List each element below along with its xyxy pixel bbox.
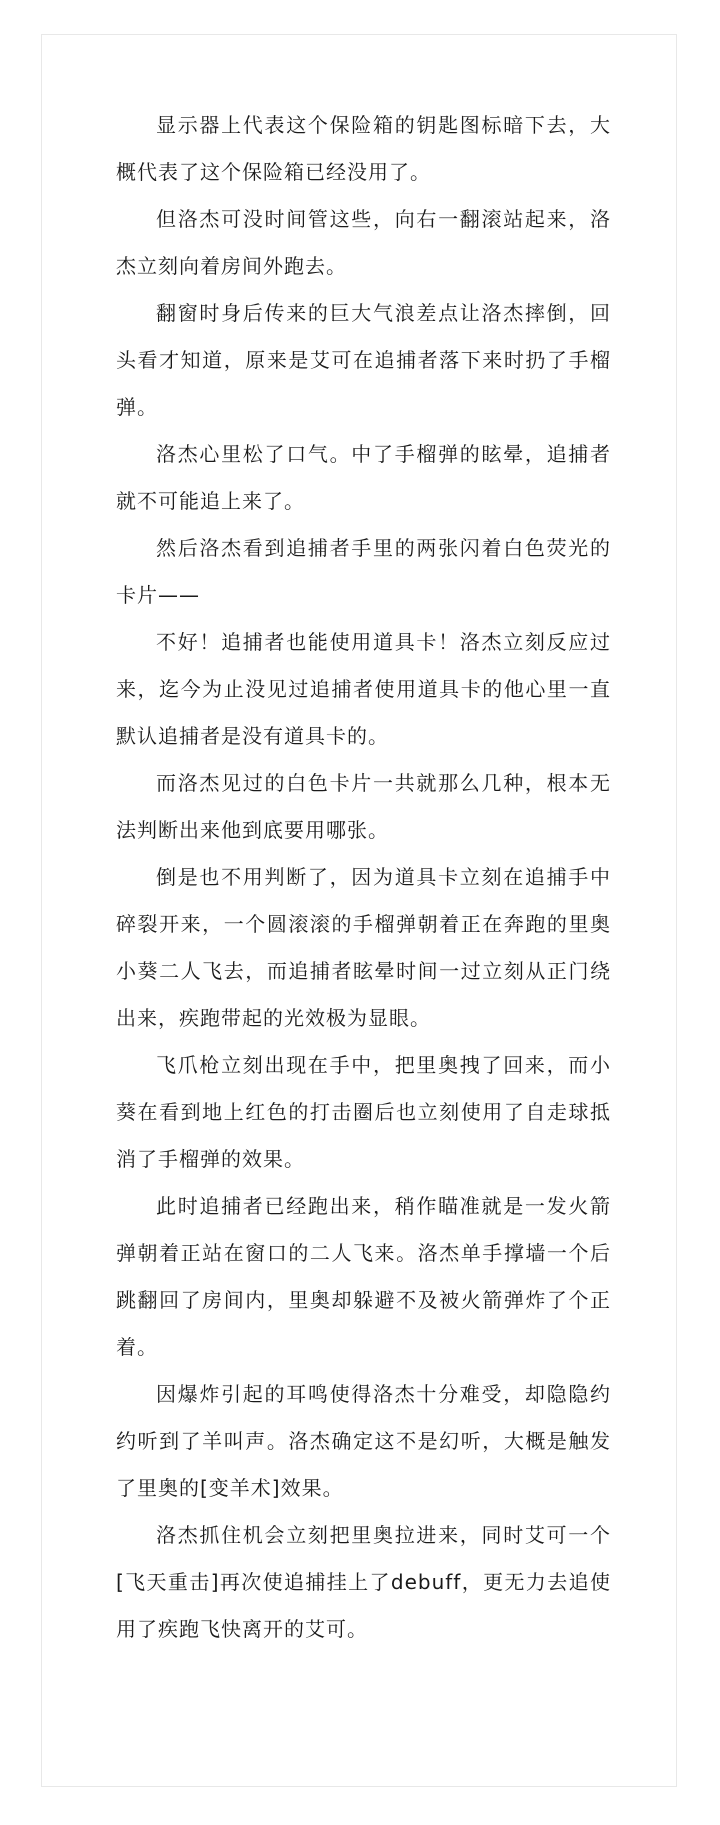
- paragraph: 因爆炸引起的耳鸣使得洛杰十分难受，却隐隐约约听到了羊叫声。洛杰确定这不是幻听，大概是触发了里奥的[变羊术]效果。: [116, 1382, 611, 1500]
- paragraph: 倒是也不用判断了，因为道具卡立刻在追捕手中碎裂开来，一个圆滚滚的手榴弹朝着正在奔跑的里奥小葵二人飞去，而追捕者眩晕时间一过立刻从正门绕出来，疾跑带起的光效极为显眼。: [116, 865, 611, 1030]
- paragraph: 翻窗时身后传来的巨大气浪差点让洛杰摔倒，回头看才知道，原来是艾可在追捕者落下来时扔了手榴弹。: [116, 301, 611, 419]
- paragraph: 飞爪枪立刻出现在手中，把里奥拽了回来，而小葵在看到地上红色的打击圈后也立刻使用了自走球抵消了手榴弹的效果。: [116, 1053, 611, 1171]
- paragraph: 不好！追捕者也能使用道具卡！洛杰立刻反应过来，迄今为止没见过追捕者使用道具卡的他心里一直默认追捕者是没有道具卡的。: [116, 630, 611, 748]
- paragraph: 洛杰抓住机会立刻把里奥拉进来，同时艾可一个[飞天重击]再次使追捕挂上了debuff，更无力去追使用了疾跑飞快离开的艾可。: [116, 1523, 611, 1641]
- paragraph: 而洛杰见过的白色卡片一共就那么几种，根本无法判断出来他到底要用哪张。: [116, 771, 611, 842]
- paragraph: 但洛杰可没时间管这些，向右一翻滚站起来，洛杰立刻向着房间外跑去。: [116, 207, 611, 278]
- paragraph: 洛杰心里松了口气。中了手榴弹的眩晕，追捕者就不可能追上来了。: [116, 442, 611, 513]
- article-body: [116, 102, 611, 1653]
- paragraph: 然后洛杰看到追捕者手里的两张闪着白色荧光的卡片——: [116, 536, 611, 607]
- paragraph: 此时追捕者已经跑出来，稍作瞄准就是一发火箭弹朝着正站在窗口的二人飞来。洛杰单手撑墙一个后跳翻回了房间内，里奥却躲避不及被火箭弹炸了个正着。: [116, 1194, 611, 1359]
- paragraph: 显示器上代表这个保险箱的钥匙图标暗下去，大概代表了这个保险箱已经没用了。: [116, 113, 611, 184]
- document-page: [41, 34, 677, 1787]
